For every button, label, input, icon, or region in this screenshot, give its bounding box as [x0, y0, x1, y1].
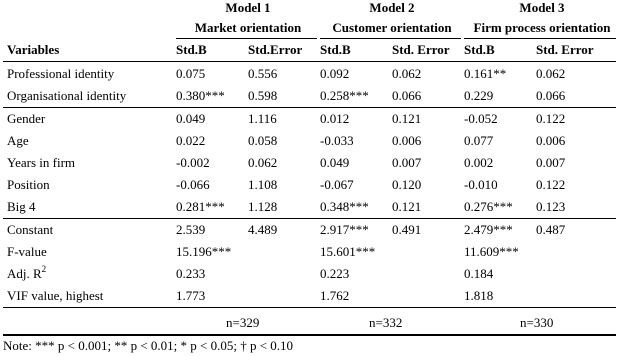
model-2-subtitle: Customer orientation [332, 20, 452, 35]
cell-value: 0.123 [536, 199, 566, 214]
cell-value: 0.276*** [464, 199, 513, 214]
row-label: F-value [7, 244, 47, 259]
model-3-title: Model 3 [519, 0, 565, 15]
table-row [0, 196, 624, 217]
cell-value: 11.609*** [464, 244, 519, 259]
cell-value: 0.258*** [320, 88, 369, 103]
col-header-6: Std. Error [536, 42, 594, 57]
table-row [0, 152, 624, 173]
cell-value: 1.762 [320, 288, 350, 303]
table-row [0, 174, 624, 195]
table-row [0, 285, 624, 306]
cell-value: 0.121 [392, 199, 422, 214]
row-label: Years in firm [7, 155, 76, 170]
cell-value: 4.489 [248, 222, 278, 237]
cell-value: 0.007 [392, 155, 422, 170]
table-row [0, 108, 624, 129]
cell-value: 0.006 [392, 133, 422, 148]
cell-value: 0.062 [392, 66, 422, 81]
col-header-5: Std.B [464, 42, 495, 57]
cell-value: 0.012 [320, 111, 350, 126]
cell-value: 0.281*** [176, 199, 225, 214]
cell-value: 0.122 [536, 177, 566, 192]
cell-value: 1.108 [248, 177, 278, 192]
col-header-1: Std.B [176, 42, 207, 57]
cell-value: 0.077 [464, 133, 494, 148]
cell-value: 0.120 [392, 177, 422, 192]
row-label [7, 263, 46, 284]
cell-value: -0.067 [320, 177, 354, 192]
cell-value: 0.007 [536, 155, 566, 170]
model-2-title: Model 2 [369, 0, 415, 15]
row-label: Constant [7, 222, 54, 237]
cell-value: 0.062 [536, 66, 566, 81]
cell-value: 2.479*** [464, 222, 513, 237]
cell-value: 15.196*** [176, 244, 232, 259]
cell-value: 0.049 [320, 155, 350, 170]
cell-value: 0.229 [464, 88, 494, 103]
row-label: Organisational identity [7, 88, 127, 103]
cell-value: 0.598 [248, 88, 278, 103]
col-header-3: Std.B [320, 42, 351, 57]
footer-rule [3, 307, 616, 308]
cell-value: 0.556 [248, 66, 278, 81]
cell-value: 0.223 [320, 266, 350, 281]
cell-value: -0.033 [320, 133, 354, 148]
model-1-title: Model 1 [225, 0, 271, 15]
cell-value: 0.121 [392, 111, 422, 126]
model-1-subtitle: Market orientation [194, 20, 302, 35]
row-label: Professional identity [7, 66, 115, 81]
table-row [0, 130, 624, 151]
cell-value: 0.049 [176, 111, 206, 126]
n-model-3: n=330 [520, 315, 554, 330]
cell-value: 0.122 [536, 111, 566, 126]
n-row [0, 312, 624, 333]
cell-value: 2.539 [176, 222, 206, 237]
cell-value: 0.184 [464, 266, 494, 281]
cell-value: 0.161** [464, 66, 507, 81]
cell-value: 0.491 [392, 222, 422, 237]
cell-value: 0.233 [176, 266, 206, 281]
cell-value: 0.066 [392, 88, 422, 103]
cell-value: 2.917*** [320, 222, 369, 237]
n-model-1: n=329 [226, 315, 260, 330]
cell-value: 0.380*** [176, 88, 225, 103]
cell-value: 0.348*** [320, 199, 369, 214]
cell-value: 0.075 [176, 66, 206, 81]
model-3-subtitle: Firm process orientation [473, 20, 611, 35]
cell-value: 0.092 [320, 66, 350, 81]
cell-value: -0.052 [464, 111, 498, 126]
cell-value: -0.066 [176, 177, 210, 192]
cell-value: 1.128 [248, 199, 278, 214]
table-row [0, 219, 624, 240]
row-label: Gender [7, 111, 46, 126]
row-label: Big 4 [7, 199, 36, 214]
cell-value: -0.010 [464, 177, 498, 192]
superscript-2: 2 [41, 263, 47, 274]
row-label: Position [7, 177, 50, 192]
table-row [0, 241, 624, 262]
adj-r-label: Adj. R [7, 266, 42, 281]
column-header-row [0, 39, 624, 60]
cell-value: -0.002 [176, 155, 210, 170]
col-header-2: Std.Error [248, 42, 303, 57]
cell-value: 0.487 [536, 222, 566, 237]
n-model-2: n=332 [369, 315, 403, 330]
variables-header: Variables [7, 42, 60, 57]
cell-value: 0.066 [536, 88, 566, 103]
table-row [0, 63, 624, 84]
cell-value: 0.058 [248, 133, 278, 148]
cell-value: 1.773 [176, 288, 206, 303]
row-label: VIF value, highest [7, 288, 104, 303]
significance-note: Note: *** p < 0.001; ** p < 0.01; * p < 0.05; † p < 0.10 [3, 338, 294, 353]
cell-value: 0.002 [464, 155, 494, 170]
col-header-4: Std. Error [392, 42, 450, 57]
cell-value: 0.006 [536, 133, 566, 148]
cell-value: 15.601*** [320, 244, 376, 259]
cell-value: 1.818 [464, 288, 494, 303]
table-row [0, 85, 624, 106]
row-label: Age [7, 133, 29, 148]
cell-value: 1.116 [248, 111, 277, 126]
cell-value: 0.062 [248, 155, 278, 170]
table-row [0, 263, 624, 284]
cell-value: 0.022 [176, 133, 206, 148]
header-rule [3, 61, 616, 62]
